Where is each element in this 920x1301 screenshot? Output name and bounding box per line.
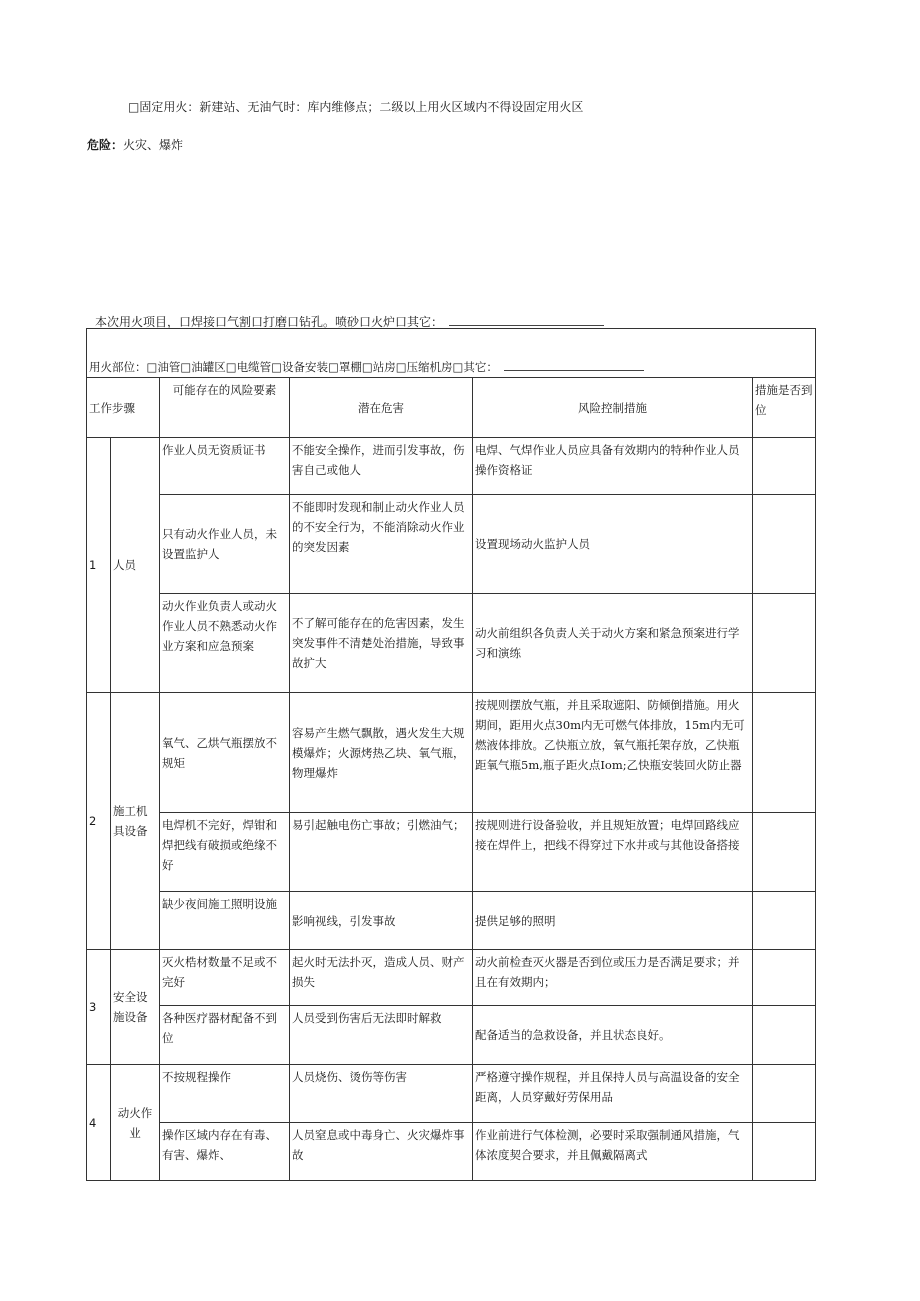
check-cell [753, 892, 816, 950]
step-number: 1 [87, 438, 111, 693]
risk-cell: 灭火梏材数量不足或不完好 [160, 950, 290, 1006]
table-row [87, 438, 816, 495]
fire-area-blank [504, 360, 644, 371]
control-cell: 按规则摆放气瓶，并且采取遮阳、防倾倒措施。用火期间，距用火点30m内无可燃气体排放，15m内无可燃液体排放。乙快瓶立放，氧气瓶托架存放，乙快瓶距氧气瓶5m,瓶子距火点Iom;乙快瓶安装回火防止器 [473, 693, 753, 813]
table-row [87, 1123, 816, 1181]
danger-line [87, 138, 183, 152]
fixed-fire-note: □固定用火：新建站、无油气时：库内维修点；二级以上用火区域内不得设固定用火区 [128, 100, 584, 114]
danger-text: 火灾、爆炸 [123, 138, 184, 152]
fire-project-blank [449, 315, 604, 326]
control-cell: 严格遵守操作规程，并且保持人员与高温设备的安全距离，人员穿戴好劳保用品 [473, 1065, 753, 1123]
step-category: 人员 [111, 438, 160, 693]
header-control: 风险控制措施 [473, 378, 753, 438]
hazard-cell: 起火时无法扑灭，造成人员、财产损失 [290, 950, 473, 1006]
danger-label: 危险： [87, 138, 124, 152]
check-cell [753, 438, 816, 495]
table-row [87, 1006, 816, 1065]
hazard-cell: 人员窒息或中毒身亡、火灾爆炸事故 [290, 1123, 473, 1181]
table-row [87, 950, 816, 1006]
check-cell [753, 594, 816, 693]
table-header-row [87, 378, 816, 438]
risk-cell: 各种医疗器材配备不到位 [160, 1006, 290, 1065]
check-cell [753, 1006, 816, 1065]
risk-cell: 操作区域内存在有毒、有害、爆炸、 [160, 1123, 290, 1181]
fire-area-cell [87, 329, 816, 378]
control-cell: 设置现场动火监护人员 [473, 495, 753, 594]
risk-cell: 只有动火作业人员，未设置监护人 [160, 495, 290, 594]
hazard-cell: 不能安全操作，进而引发事故，伤害自己或他人 [290, 438, 473, 495]
header-hazard: 潜在危害 [290, 378, 473, 438]
table-row [87, 693, 816, 813]
control-cell: 提供足够的照明 [473, 892, 753, 950]
check-cell [753, 1123, 816, 1181]
table-row [87, 892, 816, 950]
check-cell [753, 813, 816, 892]
risk-control-table [86, 328, 816, 1181]
step-number: 2 [87, 693, 111, 950]
table-row [87, 1065, 816, 1123]
fire-project-text: 本次用火项目，口焊接口气割口打磨口钻孔。喷砂口火炉口其它： [95, 315, 444, 329]
hazard-cell: 人员受到伤害后无法即时解救 [290, 1006, 473, 1065]
header-step: 工作步骤 [87, 378, 160, 438]
table-row [87, 495, 816, 594]
step-number: 4 [87, 1065, 111, 1181]
control-cell: 动火前组织各负责人关于动火方案和紧急预案进行学习和演练 [473, 594, 753, 693]
hazard-cell: 容易产生燃气飘散，遇火发生大规模爆炸；火源烤热乙块、氧气瓶，物理爆炸 [290, 693, 473, 813]
hazard-cell: 易引起触电伤亡事故；引燃油气； [290, 813, 473, 892]
header-check: 措施是否到位 [753, 378, 816, 438]
table-row [87, 813, 816, 892]
hazard-cell: 不能即时发现和制止动火作业人员的不安全行为，不能消除动火作业的突发因素 [290, 495, 473, 594]
control-cell: 配备适当的急救设备，并且状态良好。 [473, 1006, 753, 1065]
step-category: 施工机具设备 [111, 693, 160, 950]
control-cell: 动火前检查灭火器是否到位或压力是否满足要求；并且在有效期内； [473, 950, 753, 1006]
hazard-cell: 人员烧伤、烫伤等伤害 [290, 1065, 473, 1123]
check-cell [753, 693, 816, 813]
fire-area-text: 用火部位：□油管□油罐区□电缆管□设备安装□罩棚□站房□压缩机房□其它： [89, 360, 498, 374]
step-category: 动火作业 [111, 1065, 160, 1181]
fire-area-row [87, 329, 816, 378]
control-cell: 按规则进行设备验收，并且规矩放置；电焊回路线应接在焊件上，把线不得穿过下水井或与其他设备搭接 [473, 813, 753, 892]
check-cell [753, 1065, 816, 1123]
hazard-cell: 影响视线，引发事故 [290, 892, 473, 950]
risk-cell: 动火作业负责人或动火作业人员不熟悉动火作业方案和应急预案 [160, 594, 290, 693]
header-risk: 可能存在的风险要素 [160, 378, 290, 438]
check-cell [753, 950, 816, 1006]
risk-cell: 电焊机不完好，焊钳和焊把线有破损或绝缘不好 [160, 813, 290, 892]
control-cell: 作业前进行气体检测，必要时采取强制通风措施，气体浓度契合要求，并且佩戴隔离式 [473, 1123, 753, 1181]
risk-cell: 不按规程操作 [160, 1065, 290, 1123]
step-number: 3 [87, 950, 111, 1065]
risk-cell: 缺少夜间施工照明设施 [160, 892, 290, 950]
hazard-cell: 不了解可能存在的危害因素，发生突发事件不清楚处治措施，导致事故扩大 [290, 594, 473, 693]
fire-project-line [95, 315, 604, 329]
table-row [87, 594, 816, 693]
check-cell [753, 495, 816, 594]
step-category: 安全设施设备 [111, 950, 160, 1065]
control-cell: 电焊、气焊作业人员应具备有效期内的特种作业人员操作资格证 [473, 438, 753, 495]
risk-cell: 作业人员无资质证书 [160, 438, 290, 495]
risk-cell: 氧气、乙烘气瓶摆放不规矩 [160, 693, 290, 813]
